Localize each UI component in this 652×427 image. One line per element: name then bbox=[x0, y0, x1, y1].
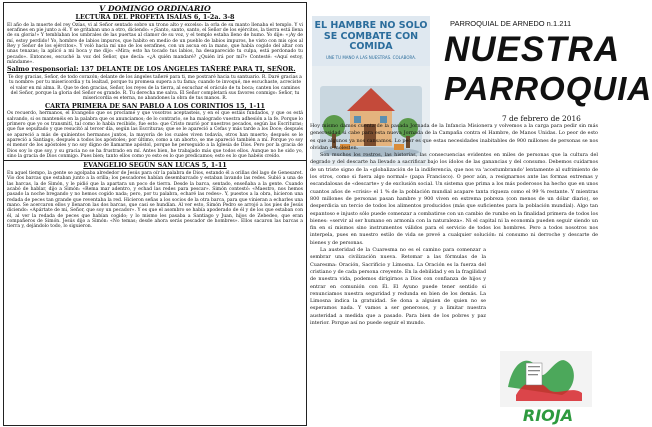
sunday-title: V DOMINGO ORDINARIO bbox=[99, 4, 211, 13]
editorial-p3: La austeridad de la Cuaresma no es el camino para comenzar a sembrar una civilización nueva. Retomar a las fórmulas de la Cuaresma: Oración, Sacrificio y Limosna. La Oración es la fuerza del cristiano y de cada persona creyente. En la debilidad y en la fragilidad de nuestra vida, podemos dirigirnos a Dios con confianza de hijos y entrar en comunión con Él. El Ayuno puede tener sentido si renunciamos nuestra seguridad y redunda en bien de los demás. La Limosna indica la gratuidad. Se dona a alguien de quien no se esperamos nada. Y vamos a ser generosos, y a limitar nuestra austeridad a medida que a pasado. Para bien de los pobres y paz interior. Porque así no puede seguir el mundo. bbox=[310, 247, 486, 327]
editorial-p1: Hoy mismo damos cuenta de la pasada Jornada de la Infancia Misionera y volvemos a la carga para pedir sin más generosidad si cabe para esta nueva Jornada de la Campaña contra el Hambre, de Manos Unidas. Lo peor de esto es que algunos ya nos cansamos. Lo peor es que estas necesidades inabitables de 900 millones de personas se nos olvidan o molesten. bbox=[310, 123, 598, 151]
banner-small: UNE TU MANO A LAS NUESTRAS. COLABORA. bbox=[325, 55, 417, 60]
editorial bbox=[310, 123, 598, 327]
gospel-text: En aquel tiempo, la gente se agolpaba alrededor de Jesús para oír la palabra de Dios, estando él a orillas del lago de Genesaret. Vio dos barcas que estaban junto a la orilla; los pescadores habían desembarcado y estaban lavando las redes. Subió a una de las barcas, la de Simón, y le pidió que la apartara un poco de tierra. Desde la barca, sentado, enseñaba a la gente. Cuando acabó de hablar, dijo a Simón: «Rema mar adentro, y echad las redes para pescar». Simón contestó: «Maestro, nos hemos pasado la noche bregando y no hemos cogido nada; pero, por tu palabra, echaré las redes». Y, puestos a la obra, hicieron una redada de peces tan grande que reventaba la red. Hicieron señas a los socios de la otra barca, para que vinieran a echarles una mano. Se acercaron ellos y llenaron las dos barcas, que casi se hundían. Al ver esto, Simón Pedro se arrojó a los pies de Jesús diciendo: «Apártate de mí, Señor, que soy un pecador». Y es que el asombro se había apoderado de él y de los que estaban con él, al ver la redada de peces que habían cogido; y lo mismo les pasaba a Santiago y Juan, hijos de Zebedeo, que eran compañeros de Simón. Jesús dijo a Simón: «No temas; desde ahora serás pescador de hombres». Ellos sacaron las barcas a tierra y, dejándolo todo, lo siguieron. bbox=[7, 170, 303, 230]
reading1-title: LECTURA DEL PROFETA ISAÍAS 6, 1-2a. 3-8 bbox=[75, 13, 235, 21]
parish-issue: PARROQUIAL DE ARNEDO n.1.211 bbox=[450, 19, 572, 28]
masthead-line1: NUESTRA bbox=[444, 30, 621, 69]
gospel-title: EVANGELIO SEGÚN SAN LUCAS 5, 1-11 bbox=[83, 161, 227, 170]
issue-date: 7 de febrero de 2016 bbox=[502, 114, 581, 123]
psalm-text: Te doy gracias, Señor, de todo corazón; delante de los ángeles tañeré para ti, me postraré hacia tu santuario. R. Daré gracias a tu nombre: por tu misericordia y tu lealtad, porque tu promesa supera a tu fama; cuando te invoqué, me escuchaste, acreciste el valor en mi alma. R. Que te den gracias, Señor, los reyes de la tierra, al escuchar el oráculo de tu boca; canten los caminos del Señor, porque la gloria del Señor es grande. R. Tu derecha me salva. El Señor completará sus favores conmigo: Señor, tu misericordia es eterna, no abandones la obra de tus manos. R. bbox=[8, 74, 302, 102]
banner-title: EL HAMBRE NO SOLO SE COMBATE CON COMIDA bbox=[314, 20, 428, 52]
readings-panel bbox=[3, 2, 307, 426]
psalm-title: Salmo responsorial: 137 DELANTE DE LOS ÁNGELES TAÑERÉ PARA TI, SEÑOR. bbox=[7, 65, 296, 74]
front-panel bbox=[310, 2, 652, 425]
logo-label: RIOJA bbox=[522, 406, 574, 425]
masthead-line2: PARROQUIA bbox=[444, 70, 652, 107]
manos-unidas-rioja-logo bbox=[496, 337, 596, 425]
editorial-p2: Son muchos los rostros, las historias, las consecuencias evidentes en miles de personas que la cultura del degrado y del descarte ha llevado a sacrificar bajo los ídolos de las ganancias y del consumo. Debemos cuidarnos de un triste signo de la «globalización de la indiferencia, que nos va 'acostumbrando' lentamente al sufrimiento de los otros, como si fuera algo normal» (papa Francisco). O peor aún, a resignarnos ante las formas extremas y escandalosas de «descarte» y de exclusión social. Un sistema que prima a los más poderosos ha hecho que en unos cuantos años de «crisis» el 1 % de la población mundial acapare tanta riqueza como el 99 % restante. Y mientras 800 millones de personas pasan hambre y 900 viven en extrema pobreza (con menos de un dólar diario), se desperdicia un tercio de todos los alimentos producidos (más que suficientes para la población mundial). Algo tan espantoso e injusto sólo puede comenzar a combatirse con un cambio de rumbo en la finalidad primera de todos los bienes: «servir al ser humano en armonía con la naturaleza». Ni el capital ni la economía pueden seguir siendo un fin en sí mismos sino instrumentos válidos para el servicio de todos los hombres. Pero a todos nosotros nos interpela, pues en nuestro estilo de vida se prevé a cualquier solución: ni consumo ni derroche y descarte de bienes y de personas. bbox=[310, 152, 598, 246]
reading1-text: El año de la muerte del rey Ozías, vi al Señor sentado sobre un trono alto y excelso: la orla de su manto llenaba el templo. Y vi serafines en pie junto a él. Y se gritaban uno a otro, diciendo: «¡Santo, santo, santo, el Señor de los ejércitos, la tierra está llena de su gloria!» Y temblaban los umbrales de las puertas al clamor de su voz, y el templo estaba lleno de humo. Yo dije: «¡Ay de mí, estoy perdido! Yo, hombre de labios impuros, que habito en medio de un pueblo de labios impuros, he visto con mis ojos al Rey y Señor de los ejércitos». Y voló hacia mí uno de los serafines, con un ascua en la mano, que había cogido del altar con unas tenazas; la aplicó a mi boca y me dijo: «Mira; esto ha tocado tus labios, ha desaparecido tu culpa, está perdonado tu pecado». Entonces, escuché la voz del Señor, que decía: «¿A quién mandaré? ¿Quién irá por mí?» Contesté: «Aquí estoy, mándame». bbox=[7, 22, 303, 65]
reading2-text: Os recuerdo, hermanos, el Evangelio que os proclamé y que vosotros aceptasteis, y en el que estáis fundados, y que os está salvando, si os mantenéis en la palabra que os anunciamos; de lo contrario, se ha malogrado vuestra adhesión a la fe. Porque lo primero que yo os transmití, tal como lo había recibido, fue esto: que Cristo murió por nuestros pecados, según las Escrituras; que fue sepultado y que resucitó al tercer día, según las Escrituras; que se le apareció a Cefas y más tarde a los Doce; después se apareció a más de quinientos hermanos juntos, la mayoría de los cuales viven todavía, otros han muerto; después se le apareció a Santiago, después a todos los apóstoles; por último, como a un aborto, se me apareció también a mí. Porque yo soy el menor de los apóstoles y no soy digno de llamarme apóstol, porque he perseguido a la Iglesia de Dios. Pero por la gracia de Dios soy lo que soy, y su gracia no se ha frustrado en mí. Antes bien, he trabajado más que todos ellos. Aunque no he sido yo, sino la gracia de Dios conmigo. Pues bien; tanto ellos como yo esto es lo que predicamos; esto es lo que habéis creído. bbox=[7, 111, 303, 159]
reading2-title: CARTA PRIMERA DE SAN PABLO A LOS CORINTIOS 15, 1-11 bbox=[44, 101, 265, 110]
